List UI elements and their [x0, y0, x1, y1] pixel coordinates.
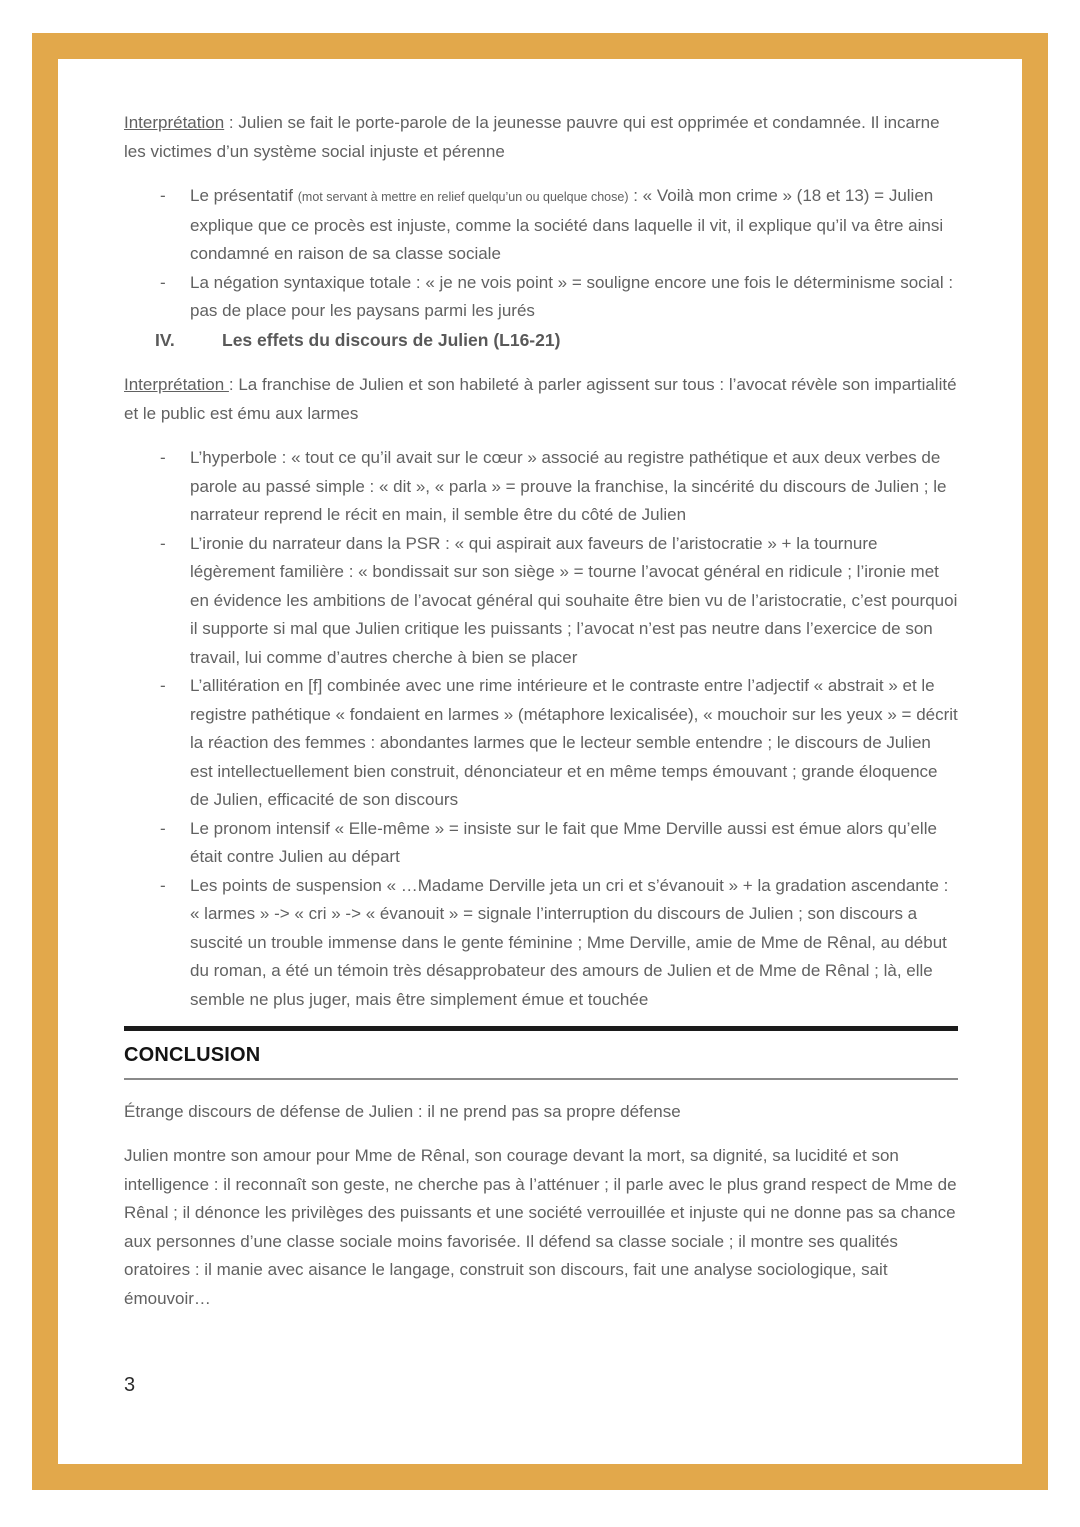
bullet-list-2 — [124, 444, 958, 1014]
list-item-text: Le pronom intensif « Elle-même » = insiste sur le fait que Mme Derville aussi est émue alors qu’elle était contre Julien au départ — [190, 818, 937, 866]
bullet-dash: - — [160, 272, 166, 292]
interpretation-paragraph-1 — [124, 109, 958, 166]
interpretation-label: Interprétation — [124, 375, 229, 394]
list-item — [124, 872, 958, 1015]
list-item-text: Les points de suspension « …Madame Derville jeta un cri et s’évanouit » + la gradation ascendante : « larmes » -> « cri » -> « évanouit » = signale l’interruption du discours de Julien ; son discours a suscité un trouble immense dans le gente féminine ; Mme Derville, amie de Mme de Rênal, au début du roman, a été un témoin très désapprobateur des amours de Julien et de Mme de Rênal ; là, elle semble ne plus juger, mais être simplement émue et touchée — [190, 875, 949, 1009]
list-item-text: L’ironie du narrateur dans la PSR : « qui aspirait aux faveurs de l’aristocratie » + la tournure légèrement familière : « bondissait sur son siège » = tourne l’avocat général en ridicule ; l’ironie met en évidence les ambitions de l’avocat général qui souhaite être bien vu de l’aristocratie, c’est pourquoi il supporte si mal que Julien critique les puissants ; l’avocat n’est pas neutre dans l’exercice de son travail, lui comme d’autres cherche à bien se placer — [190, 533, 958, 667]
page-number: 3 — [124, 1374, 136, 1396]
bullet-dash: - — [160, 448, 166, 467]
section-heading-iv — [124, 326, 958, 355]
list-item-lead: Le présentatif — [190, 186, 298, 205]
list-item — [124, 672, 958, 815]
gold-page-border — [32, 33, 1048, 1490]
bullet-dash: - — [160, 676, 166, 695]
bullet-dash: - — [160, 533, 166, 553]
bullet-dash: - — [160, 186, 166, 205]
list-item-parenthetical: (mot servant à mettre en relief quelqu’un ou quelque chose) — [297, 190, 629, 204]
list-item-text: La négation syntaxique totale : « je ne vois point » = souligne encore une fois le déterminisme social : pas de place pour les paysans parmi les jurés — [190, 272, 954, 320]
conclusion-paragraph-1: Étrange discours de défense de Julien : il ne prend pas sa propre défense — [124, 1101, 681, 1121]
conclusion-paragraph-2: Julien montre son amour pour Mme de Rênal, son courage devant la mort, sa dignité, sa lucidité et son intelligence : il reconnaît son geste, ne cherche pas à l’atténuer ; il parle avec le plus grand respect de Mme de Rênal ; il dénonce les privilèges des puissants et une société verrouillée et injuste qui ne donne pas sa chance aux personnes d’une classe sociale moins favorisée. Il défend sa classe sociale ; il montre ses qualités oratoires : il manie avec aisance le langage, construit son discours, fait une analyse sociologique, sait émouvoir… — [124, 1146, 957, 1308]
list-item — [124, 444, 958, 530]
list-item — [124, 182, 958, 269]
conclusion-section — [124, 1026, 958, 1313]
list-item — [124, 815, 958, 872]
list-item-text: : « Voilà mon crime » (18 et 13) = Julien explique que ce procès est injuste, comme la société dans laquelle il vit, il explique qu’il va être ainsi condamné en raison de sa classe sociale — [190, 186, 944, 263]
list-item — [124, 530, 958, 673]
conclusion-bottom-rule — [124, 1078, 958, 1080]
list-item — [124, 269, 958, 326]
interpretation-text: : Julien se fait le porte-parole de la jeunesse pauvre qui est opprimée et condamnée. Il incarne les victimes d’un système social injuste et pérenne — [124, 113, 940, 161]
list-item-text: L’hyperbole : « tout ce qu’il avait sur le cœur » associé au registre pathétique et aux deux verbes de parole au passé simple : « dit », « parla » = prouve la franchise, la sincérité du discours de Julien ; le narrateur reprend le récit en main, il semble être du côté de Julien — [190, 448, 947, 524]
bullet-dash: - — [160, 875, 166, 895]
interpretation-paragraph-2 — [124, 371, 958, 428]
section-title: Les effets du discours de Julien (L16-21) — [222, 329, 561, 350]
list-item-text: L’allitération en [f] combinée avec une rime intérieure et le contraste entre l’adjectif « abstrait » et le registre pathétique « fondaient en larmes » (métaphore lexicalisée), « mouchoir sur les yeux » = décrit la réaction des femmes : abondantes larmes que le lecteur semble entendre ; le discours de Julien est intellectuellement bien construit, dénonciateur et en même temps émouvant ; grande éloquence de Julien, efficacité de son discours — [190, 676, 958, 809]
conclusion-heading: CONCLUSION — [124, 1044, 261, 1066]
section-number: IV. — [155, 329, 175, 350]
bullet-dash: - — [160, 818, 166, 838]
document-content — [58, 59, 1022, 1400]
bullet-list-1 — [124, 182, 958, 326]
interpretation-text: : La franchise de Julien et son habileté à parler agissent sur tous : l’avocat révèle son impartialité et le public est ému aux larmes — [124, 375, 957, 423]
interpretation-label: Interprétation — [124, 113, 225, 132]
